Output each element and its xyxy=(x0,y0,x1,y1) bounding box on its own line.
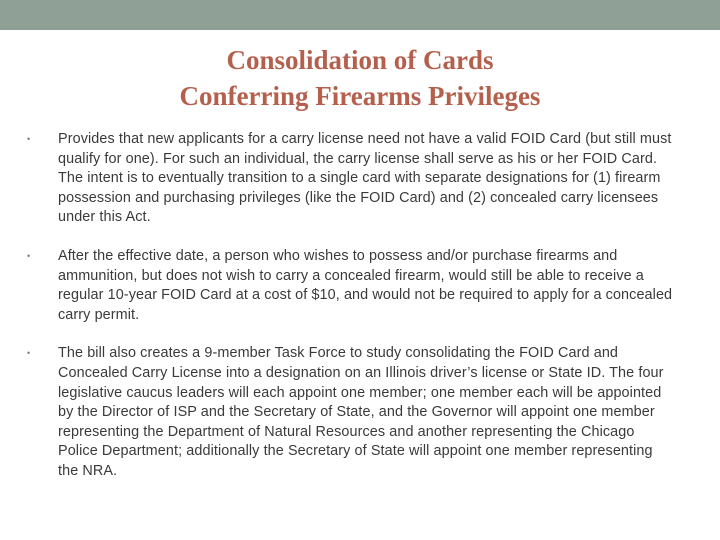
bullet-text: After the effective date, a person who wishes to possess and/or purchase firearms and ammunition, but does not wish to carry a concealed firearm, would still be able to receive a regular 10-year FOID Card at a cost of $10, and would not be required to apply for a concealed carry permit. xyxy=(58,247,673,323)
slide-title-line-2: Conferring Firearms Privileges xyxy=(179,81,541,111)
bullet-icon: • xyxy=(27,134,31,144)
slide-title xyxy=(0,42,720,114)
bullet-icon: • xyxy=(27,250,31,261)
bullet-text: Provides that new applicants for a carry license need not have a valid FOID Card (but still must qualify for one). For such an individual, the carry license shall serve as his or her FOID Card. The intent is to eventually transition to a single card with separate designations for (1) firearm possession and purchasing privileges (like the FOID Card) and (2) concealed carry licensees under this Act. xyxy=(58,131,672,226)
bullet-item xyxy=(27,130,677,228)
bullet-icon: • xyxy=(27,348,31,359)
bullet-text: The bill also creates a 9-member Task Force to study consolidating the FOID Card and Concealed Carry License into a designation on an Illinois driver’s license or State ID. The four legislative caucus leaders will each appoint one member; one member each will be appointed by the Director of ISP and the Secretary of State, and the Governor will appoint one member representing the Department of Natural Resources and another representing the Chicago Police Department; additionally the Secretary of State will appoint one member representing the NRA. xyxy=(58,345,664,479)
bullet-list xyxy=(27,130,677,482)
bullet-item xyxy=(27,344,677,481)
bullet-item xyxy=(27,247,677,325)
top-header-band xyxy=(0,0,720,30)
slide-title-line-1: Consolidation of Cards xyxy=(226,45,494,75)
